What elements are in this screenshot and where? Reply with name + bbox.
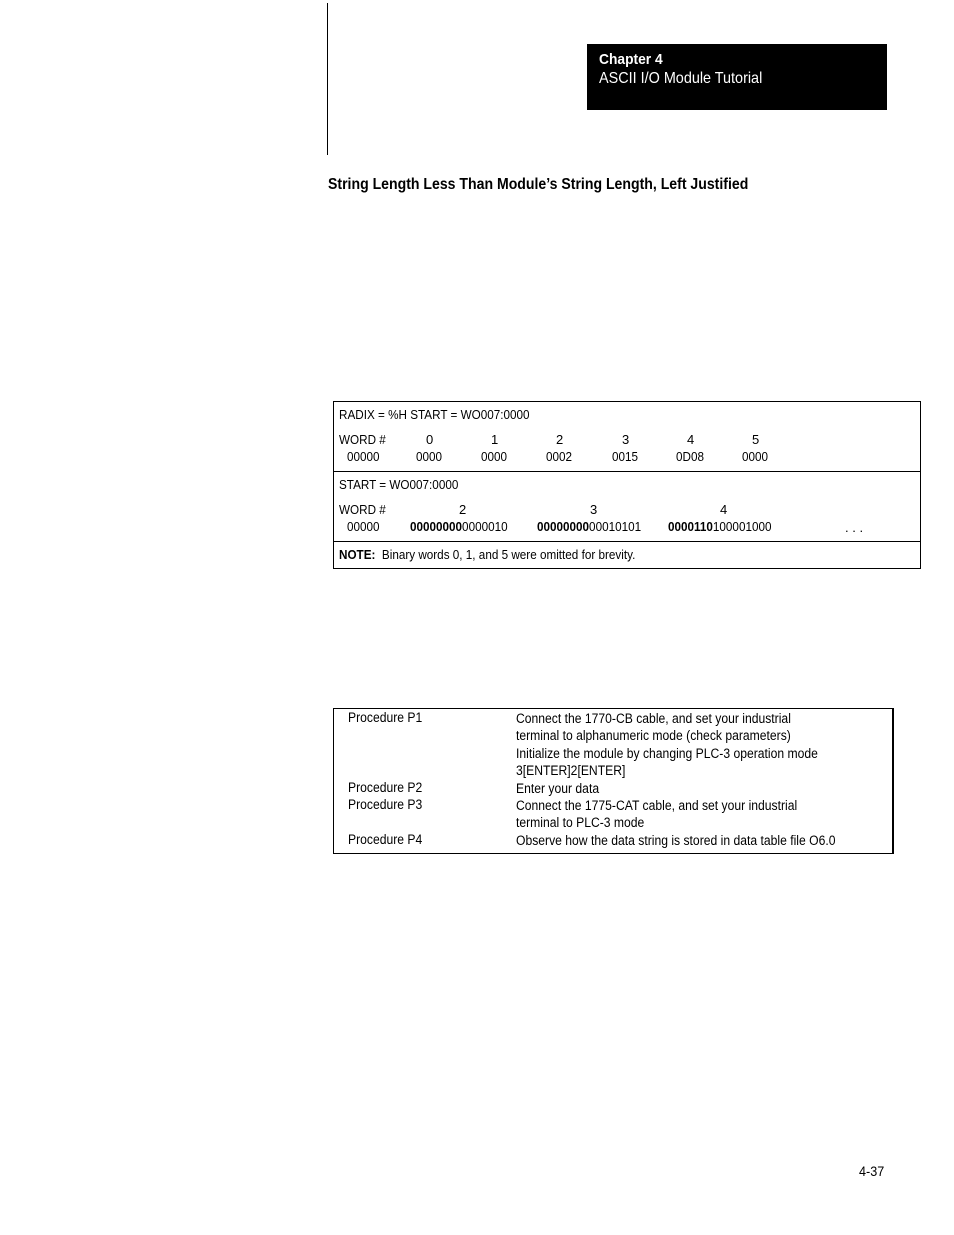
- hex-header: RADIX = %H START = WO007:0000: [339, 407, 530, 422]
- hex-row-address: 00000: [347, 449, 380, 464]
- binary-row-address: 00000: [347, 519, 380, 534]
- hex-value-0: 0000: [416, 449, 443, 464]
- procedure-description: [516, 832, 835, 849]
- chapter-title: ASCII I/O Module Tutorial: [599, 70, 763, 87]
- hex-column-5: 5: [752, 432, 760, 447]
- procedure-name: Procedure P3: [348, 797, 423, 812]
- hex-column-3: 3: [622, 432, 630, 447]
- binary-word-label: WORD #: [339, 502, 386, 517]
- binary-value-2-low: 0000010: [462, 519, 508, 534]
- procedure-name: Procedure P2: [348, 780, 423, 795]
- binary-value-2-high: 00000000: [410, 519, 463, 534]
- procedure-line: Initialize the module by changing PLC-3 operation mode: [516, 745, 818, 761]
- hex-value-5: 0000: [742, 449, 769, 464]
- procedure-line: Observe how the data string is stored in data table file O6.0: [516, 833, 836, 848]
- binary-value-2: [410, 519, 508, 534]
- hex-value-3: 0015: [612, 449, 639, 464]
- hex-column-0: 0: [426, 432, 434, 447]
- binary-column-3: 3: [590, 502, 598, 517]
- hex-column-4: 4: [687, 432, 695, 447]
- procedure-line: Connect the 1770-CB cable, and set your industrial: [516, 711, 791, 726]
- procedure-table: [333, 708, 894, 854]
- binary-ellipsis: . . .: [845, 520, 864, 535]
- hex-value-2: 0002: [546, 449, 573, 464]
- binary-value-4-high: 0000110: [668, 519, 713, 534]
- procedure-description: [516, 710, 818, 780]
- chapter-label: Chapter 4: [599, 51, 663, 68]
- data-table-display: [333, 401, 921, 569]
- hex-column-2: 2: [556, 432, 564, 447]
- procedure-line: 3[ENTER]2[ENTER]: [516, 763, 626, 779]
- table-divider: [334, 541, 920, 542]
- procedure-line: Connect the 1775-CAT cable, and set your industrial: [516, 798, 798, 813]
- procedure-description: [516, 797, 797, 832]
- binary-value-3: [537, 519, 641, 534]
- margin-rule: [327, 3, 328, 155]
- hex-value-1: 0000: [481, 449, 508, 464]
- chapter-header: [587, 44, 887, 110]
- procedure-line: Enter your data: [516, 781, 600, 796]
- binary-column-2: 2: [459, 502, 467, 517]
- procedure-line: terminal to alphanumeric mode (check parameters): [516, 728, 791, 744]
- hex-value-4: 0D08: [676, 449, 704, 464]
- binary-value-3-low: 00010101: [589, 519, 642, 534]
- note-text: Binary words 0, 1, and 5 were omitted for brevity.: [381, 547, 636, 562]
- table-divider: [334, 471, 920, 472]
- binary-value-4-low: 100001000: [712, 519, 772, 534]
- hex-word-label: WORD #: [339, 432, 386, 447]
- procedure-description: [516, 780, 599, 797]
- note: [339, 547, 635, 562]
- procedure-name: Procedure P1: [348, 710, 423, 725]
- binary-column-4: 4: [720, 502, 728, 517]
- binary-header: START = WO007:0000: [339, 477, 459, 492]
- section-title: String Length Less Than Module’s String Length, Left Justified: [328, 176, 749, 193]
- binary-value-3-high: 00000000: [537, 519, 590, 534]
- procedure-name: Procedure P4: [348, 832, 423, 847]
- procedure-line: terminal to PLC-3 mode: [516, 815, 645, 831]
- hex-column-1: 1: [491, 432, 499, 447]
- binary-value-4: [668, 519, 771, 534]
- page-number: 4-37: [859, 1163, 885, 1179]
- note-label: NOTE:: [339, 547, 376, 562]
